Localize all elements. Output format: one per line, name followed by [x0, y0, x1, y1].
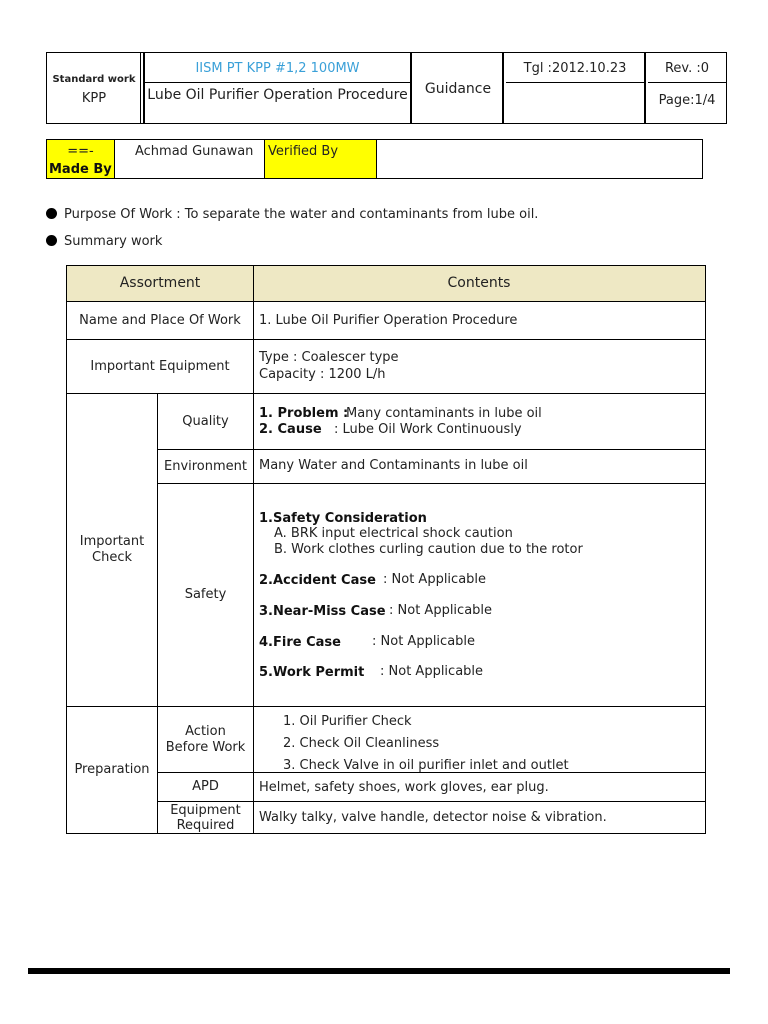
verified-by-label: Verified By — [268, 144, 339, 159]
purpose-text: Purpose Of Work : To separate the water and contaminants from lube oil. — [64, 207, 539, 222]
document-date: Tgl :2012.10.23 — [506, 53, 644, 83]
environment-label: Environment — [163, 458, 247, 474]
equipment-required-label: Equipment Required — [170, 802, 241, 833]
accident-case-label: 2.Accident Case — [259, 573, 376, 588]
quality-cause-value: : Lube Oil Work Continuously — [334, 422, 522, 437]
quality-label: Quality — [182, 413, 229, 429]
project-name: IISM PT KPP #1,2 100MW — [145, 53, 410, 83]
made-by-mark: ==- — [67, 144, 94, 159]
table-border — [66, 833, 706, 834]
safety-consideration-title: 1.Safety Consideration — [259, 511, 427, 526]
document-title: Lube Oil Purifier Operation Procedure — [147, 87, 408, 103]
near-miss-label: 3.Near-Miss Case — [259, 604, 386, 619]
safety-consideration-item: B. Work clothes curling caution due to the rotor — [274, 542, 583, 557]
action-before-work-label: Action Before Work — [165, 723, 246, 755]
safety-label: Safety — [184, 587, 227, 602]
summary-text: Summary work — [64, 234, 163, 249]
table-border — [253, 265, 254, 834]
standard-work-value: KPP — [81, 91, 107, 106]
made-by-name: Achmad Gunawan — [135, 144, 254, 159]
action-item: 1. Oil Purifier Check — [283, 714, 412, 729]
important-check-label: Important Check — [79, 534, 145, 565]
equipment-capacity: Capacity : 1200 L/h — [259, 367, 386, 382]
table-border — [705, 265, 706, 834]
made-by-label: Made By — [49, 162, 112, 177]
revision-number: Rev. :0 — [648, 53, 726, 83]
near-miss-value: : Not Applicable — [389, 603, 493, 618]
standard-work-label: Standard work — [52, 74, 136, 85]
equipment-type: Type : Coalescer type — [259, 350, 399, 365]
action-item: 2. Check Oil Cleanliness — [283, 736, 440, 751]
column-header-contents: Contents — [253, 265, 705, 301]
name-place-label: Name and Place Of Work — [79, 312, 241, 328]
work-permit-label: 5.Work Permit — [259, 665, 365, 680]
footer-rule — [28, 968, 730, 974]
apd-value: Helmet, safety shoes, work gloves, ear plug. — [259, 780, 549, 795]
quality-problem-value: Many contaminants in lube oil — [346, 406, 542, 421]
quality-problem-label: 1. Problem : — [259, 406, 349, 421]
safety-consideration-item: A. BRK input electrical shock caution — [274, 526, 513, 541]
work-permit-value: : Not Applicable — [380, 664, 484, 679]
column-header-assortment: Assortment — [67, 265, 253, 301]
preparation-label: Preparation — [74, 762, 150, 777]
doc-type: Guidance — [424, 81, 492, 97]
name-place-value: 1. Lube Oil Purifier Operation Procedure — [259, 313, 518, 328]
accident-case-value: : Not Applicable — [383, 572, 487, 587]
page-number: Page:1/4 — [658, 93, 716, 108]
equipment-required-value: Walky talky, valve handle, detector noise & vibration. — [259, 810, 607, 825]
fire-case-value: : Not Applicable — [372, 634, 476, 649]
environment-value: Many Water and Contaminants in lube oil — [259, 458, 528, 473]
equipment-label: Important Equipment — [90, 358, 230, 374]
action-item: 3. Check Valve in oil purifier inlet and outlet — [283, 758, 569, 773]
apd-label: APD — [192, 779, 219, 794]
fire-case-label: 4.Fire Case — [259, 635, 341, 650]
table-border — [66, 265, 706, 266]
quality-cause-label: 2. Cause — [259, 422, 322, 437]
